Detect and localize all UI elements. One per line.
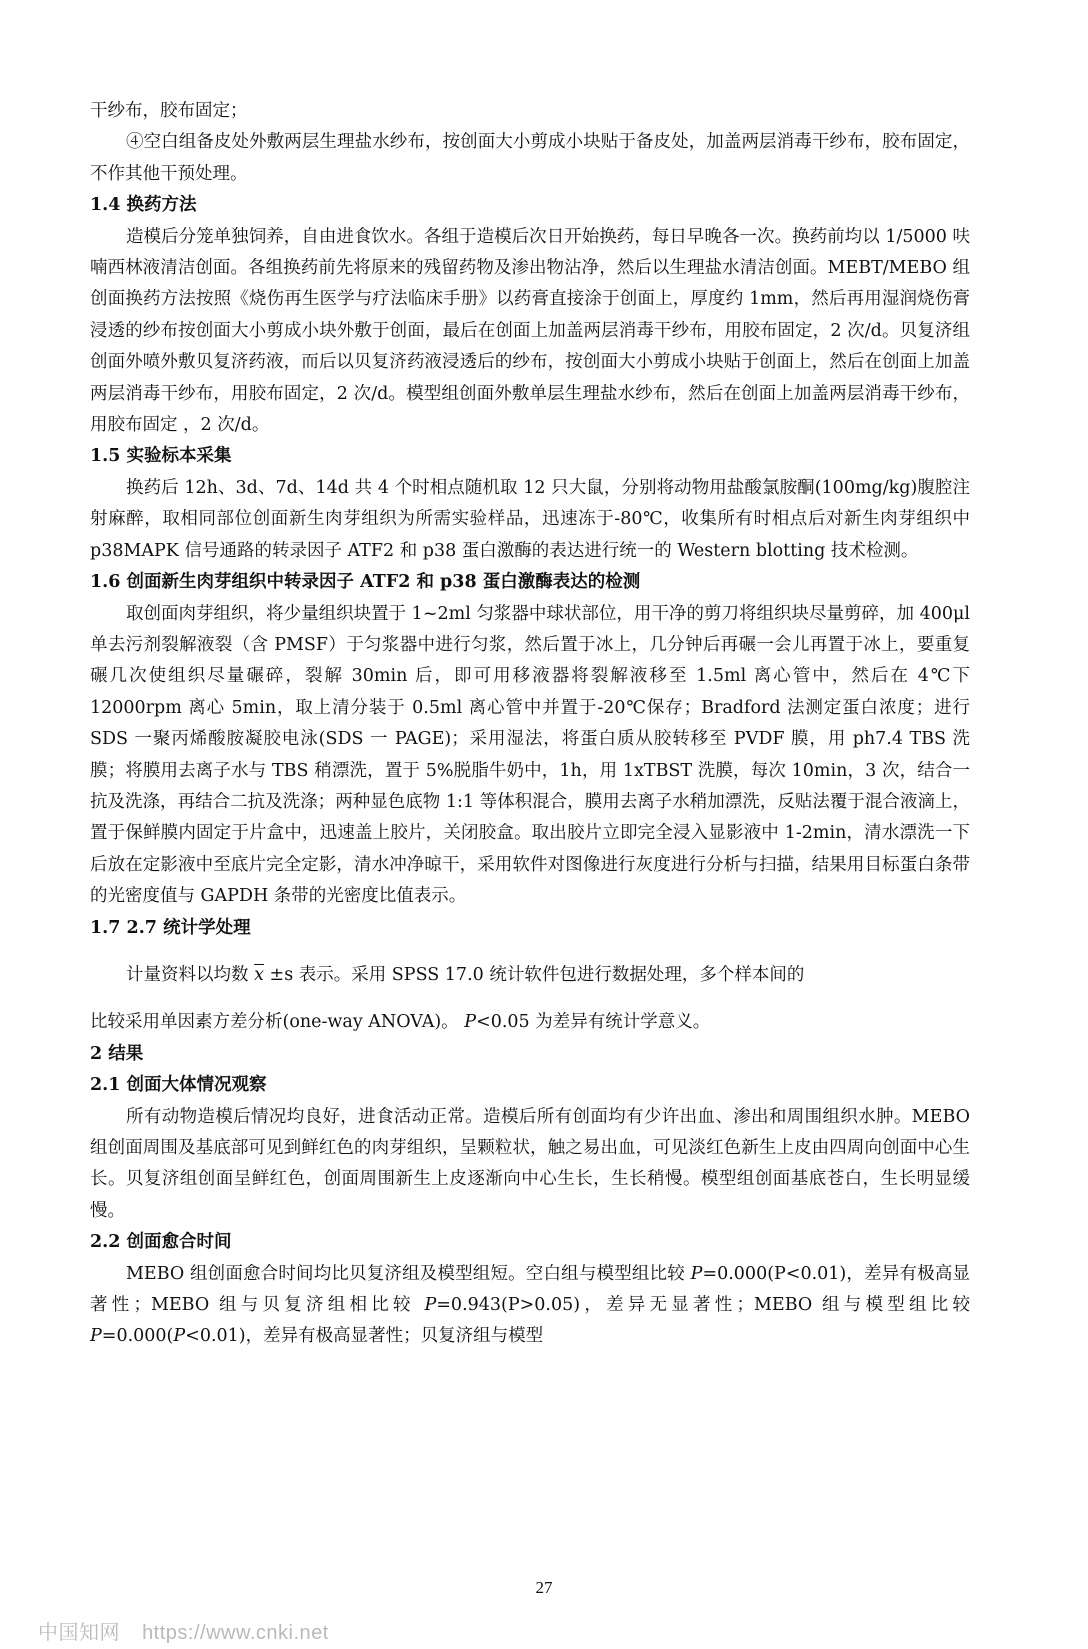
section-heading: 1.7 2.7 统计学处理 [90, 917, 251, 938]
text-run: 比较采用单因素方差分析(one-way ANOVA)。 [90, 1012, 459, 1033]
paragraph: 干纱布，胶布固定； [90, 101, 248, 121]
text-run: ±s 表示。采用 SPSS 17.0 统计软件包进行数据处理，多个样本间的 [269, 964, 805, 985]
section-heading: 2 结果 [90, 1043, 144, 1064]
text-run: <0.05 为差异有统计学意义。 [476, 1012, 711, 1033]
p-symbol: P [464, 1012, 477, 1033]
mean-symbol: $\overline{x}$ [254, 964, 264, 985]
text-run: =0.000(P<0.01)，差异有极高显著性；MEBO 组与贝复济组相比较 [90, 1263, 970, 1316]
p-symbol: P [690, 1263, 703, 1284]
paragraph-stats-line-2 [90, 1007, 970, 1038]
text-run: =0.000( [101, 1326, 174, 1347]
paragraph: 换药后 12h、3d、7d、14d 共 4 个时相点随机取 12 只大鼠，分别将动物用盐酸氯胺酮(100mg/kg)腹腔注射麻醉，取相同部位创面新生肉芽组织为所需实验样品，迅速冻于-80℃，收集所有时相点后对新生肉芽组织中 p38MAPK 信号通路的转录因子 ATF2 和 p38 蛋白激酶的表达进行统一的 Western blotting 技术检测。 [90, 477, 970, 561]
section-heading: 1.5 实验标本采集 [90, 446, 232, 467]
paragraph: 所有动物造模后情况均良好，进食活动正常。造模后所有创面均有少许出血、渗出和周围组织水肿。MEBO 组创面周围及基底部可见到鲜红色的肉芽组织，呈颗粒状，触之易出血，可见淡红色新生上皮由四周向创面中心生长。贝复济组创面呈鲜红色，创面周围新生上皮逐渐向中心生长，生长稍慢。模型组创面基底苍白，生长明显缓慢。 [90, 1106, 970, 1221]
page-number: 27 [535, 1578, 553, 1597]
footer-watermark [38, 1616, 345, 1645]
paragraph: ④空白组备皮处外敷两层生理盐水纱布，按创面大小剪成小块贴于备皮处，加盖两层消毒干纱布，胶布固定，不作其他干预处理。 [90, 132, 970, 184]
section-heading: 2.2 创面愈合时间 [90, 1232, 232, 1253]
p-symbol: P [424, 1295, 437, 1316]
section-heading: 1.6 创面新生肉芽组织中转录因子 ATF2 和 p38 蛋白激酶表达的检测 [90, 572, 641, 593]
p-symbol: P [173, 1326, 186, 1347]
section-heading: 2.1 创面大体情况观察 [90, 1075, 267, 1096]
text-run: <0.01)，差异有极高显著性；贝复济组与模型 [185, 1326, 544, 1347]
cnki-url: https://www.cnki.net [142, 1622, 329, 1644]
paragraph-healing-time [90, 1259, 970, 1353]
p-symbol: P [90, 1326, 102, 1347]
paragraph-stats-line-1 [90, 960, 970, 991]
text-run: MEBO 组创面愈合时间均比贝复济组及模型组短。空白组与模型组比较 [126, 1263, 685, 1284]
cnki-logo-text: 中国知网 [38, 1622, 120, 1644]
text-run: =0.943(P>0.05)，差异无显著性；MEBO 组与模型组比较 [436, 1295, 970, 1316]
paragraph: 造模后分笼单独饲养，自由进食饮水。各组于造模后次日开始换药，每日早晚各一次。换药前均以 1/5000 呋喃西林液清洁创面。各组换药前先将原来的残留药物及渗出物沾净，然后以生理盐水清洁创面。MEBT/MEBO 组创面换药方法按照《烧伤再生医学与疗法临床手册》以药膏直接涂于创面上，厚度约 1mm，然后再用湿润烧伤膏浸透的纱布按创面大小剪成小块外敷于创面，最后在创面上加盖两层消毒干纱布，用胶布固定，2 次/d。贝复济组创面外喷外敷贝复济药液，而后以贝复济药液浸透后的纱布，按创面大小剪成小块贴于创面上，然后在创面上加盖两层消毒干纱布，用胶布固定，2 次/d。模型组创面外敷单层生理盐水纱布，然后在创面上加盖两层消毒干纱布，用胶布固定 ，2 次/d。 [90, 226, 970, 436]
text-run: 计量资料以均数 [126, 964, 249, 985]
section-heading: 1.4 换药方法 [90, 195, 197, 216]
paragraph: 取创面肉芽组织，将少量组织块置于 1~2ml 匀浆器中球状部位，用干净的剪刀将组织块尽量剪碎，加 400μl 单去污剂裂解液裂（含 PMSF）于匀浆器中进行匀浆，然后置于冰上，几分钟后再碾一会儿再置于冰上，要重复碾几次使组织尽量碾碎，裂解 30min 后，即可用移液器将裂解液移至 1.5ml 离心管中，然后在 4℃下 12000rpm 离心 5min，取上清分装于 0.5ml 离心管中并置于-20℃保存；Bradford 法测定蛋白浓度；进行 SDS 一聚丙烯酸胺凝胶电泳(SDS 一 PAGE)；采用湿法，将蛋白质从胶转移至 PVDF 膜，用 ph7.4 TBS 洗膜；将膜用去离子水与 TBS 稍漂洗，置于 5%脱脂牛奶中，1h，用 1xTBST 洗膜，每次 10min，3 次，结合一抗及洗涤，再结合二抗及洗涤；两种显色底物 1:1 等体积混合，膜用去离子水稍加漂洗，反贴法覆于混合液滴上，置于保鲜膜内固定于片盒中，迅速盖上胶片，关闭胶盒。取出胶片立即完全浸入显影液中 1-2min，清水漂洗一下后放在定影液中至底片完全定影，清水冲净晾干，采用软件对图像进行灰度进行分析与扫描，结果用目标蛋白条带的光密度值与 GAPDH 条带的光密度比值表示。 [90, 603, 970, 907]
page-body [90, 96, 970, 1353]
